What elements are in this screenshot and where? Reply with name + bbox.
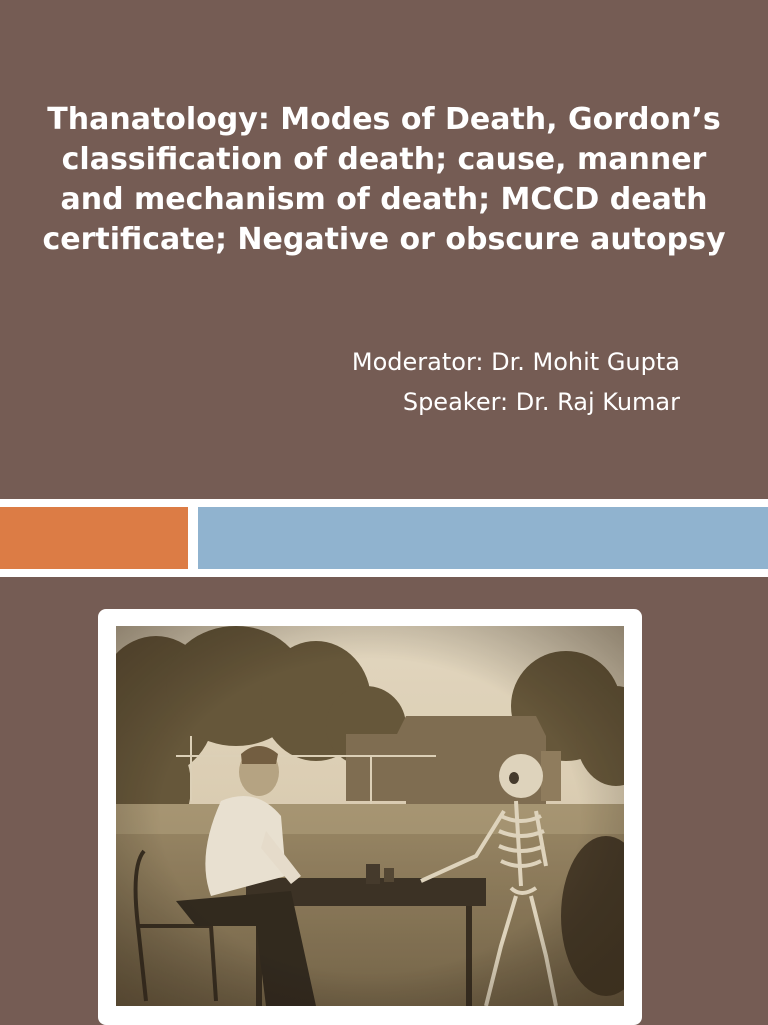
accent-bar-orange <box>0 507 188 569</box>
slide-title: Thanatology: Modes of Death, Gordon’s classification of death; cause, manner and mechanism of death; MCCD death certificate; Negative or obscure autopsy <box>42 102 726 257</box>
speaker-line: Speaker: Dr. Raj Kumar <box>402 388 680 416</box>
sepia-photo <box>116 626 624 1006</box>
credits <box>120 342 680 422</box>
moderator-line: Moderator: Dr. Mohit Gupta <box>351 348 680 376</box>
photo-frame <box>98 609 642 1025</box>
accent-bar-blue <box>198 507 768 569</box>
